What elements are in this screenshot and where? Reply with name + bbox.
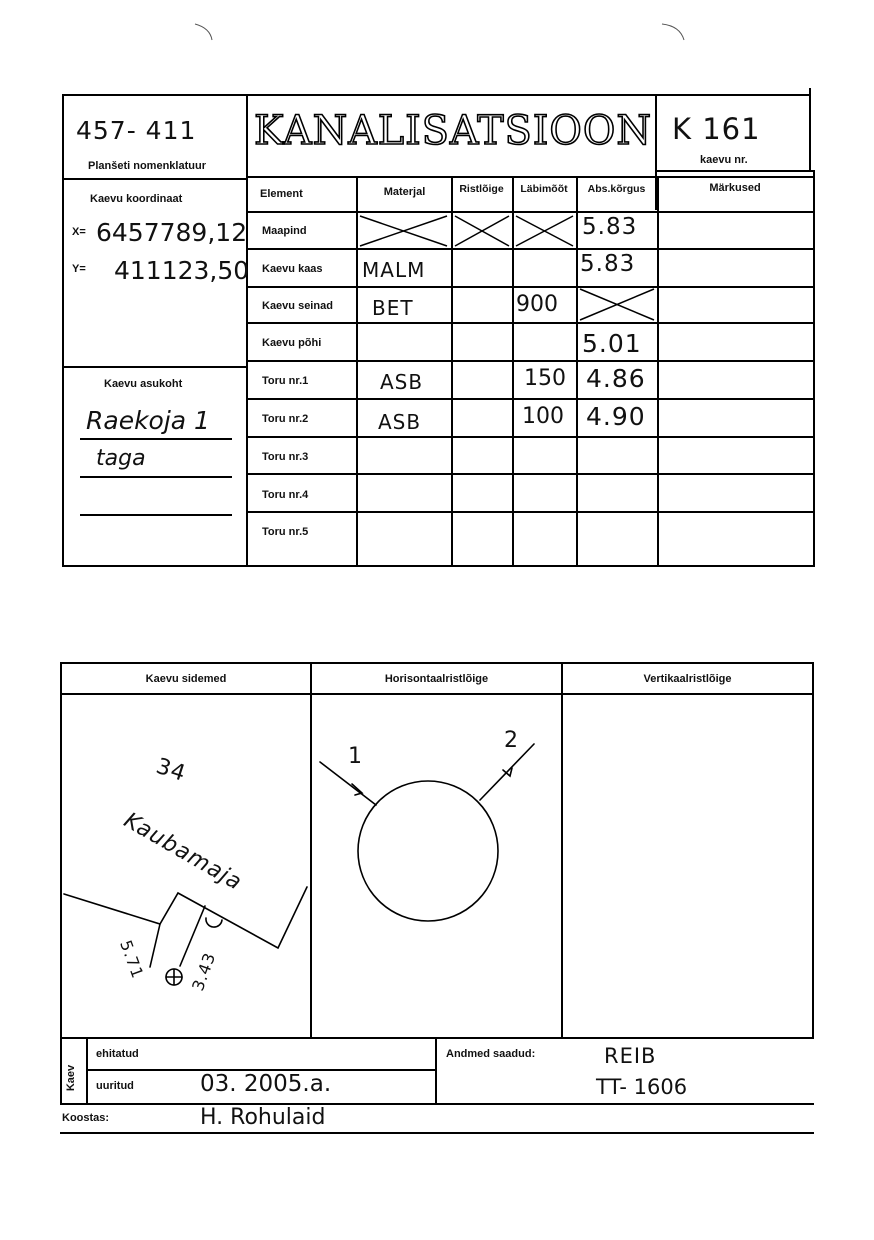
abs-height-value: 5.83 [580, 251, 636, 277]
author-value: H. Rohulaid [200, 1105, 326, 1130]
side-label: Kaev [65, 1064, 78, 1092]
location-line-2: taga [96, 446, 146, 471]
col-header-element: Element [260, 188, 303, 200]
col-header-material: Materjal [383, 186, 426, 198]
well-number-value: K 161 [672, 112, 761, 146]
y-coordinate: 411123,50 [114, 256, 250, 285]
well-number-label: kaevu nr. [700, 154, 748, 166]
author-label: Koostas: [62, 1112, 110, 1124]
row-label: Kaevu seinad [262, 300, 333, 312]
links-header: Kaevu sidemed [145, 673, 227, 685]
data-source-value-2: TT- 1606 [596, 1075, 688, 1099]
street-name: Kaubamaja [119, 808, 247, 896]
row-label: Toru nr.5 [262, 526, 309, 538]
coordinates-label: Kaevu koordinaat [90, 193, 183, 205]
col-header-abs-height: Abs.kõrgus [587, 183, 646, 195]
row-label: Toru nr.4 [262, 489, 309, 501]
x-prefix: X= [72, 226, 86, 238]
x-coordinate: 6457789,12 [96, 218, 248, 247]
col-header-diameter: Läbimõõt [520, 183, 568, 195]
diameter-value: 100 [522, 404, 564, 429]
row-label: Toru nr.2 [262, 413, 309, 425]
vertical-section-header: Vertikaalristlõige [643, 673, 732, 685]
data-source-value-1: REIB [604, 1044, 657, 1068]
material-value: BET [372, 296, 414, 320]
diameter-value: 150 [524, 366, 566, 391]
row-label: Toru nr.3 [262, 451, 309, 463]
material-value: ASB [380, 370, 424, 394]
pipe-2-label: 2 [504, 728, 519, 753]
pipe-1-label: 1 [348, 744, 363, 769]
material-value: ASB [378, 410, 422, 434]
distance-2: 3.43 [188, 949, 220, 994]
surveyed-label: uuritud [96, 1080, 134, 1092]
abs-height-value: 5.01 [582, 329, 642, 358]
location-line-1: Raekoja 1 [86, 406, 210, 435]
abs-height-value: 4.90 [586, 402, 646, 431]
row-label: Kaevu põhi [262, 337, 322, 349]
sheet-value: 457- 411 [76, 116, 197, 145]
row-label: Maapind [262, 225, 307, 237]
y-prefix: Y= [72, 263, 86, 275]
horizontal-section-header: Horisontaalristlõige [384, 673, 489, 685]
material-value: MALM [362, 258, 426, 282]
data-source-label: Andmed saadud: [446, 1048, 536, 1060]
col-header-cross-section: Ristlõige [459, 183, 504, 195]
page-title: KANALISATSIOON [254, 108, 652, 154]
diameter-value: 900 [516, 292, 558, 317]
row-label: Toru nr.1 [262, 375, 309, 387]
col-header-remarks: Märkused [709, 182, 761, 194]
surveyed-value: 03. 2005.a. [200, 1071, 332, 1097]
built-label: ehitatud [96, 1048, 139, 1060]
abs-height-value: 4.86 [586, 364, 646, 393]
location-label: Kaevu asukoht [104, 378, 183, 390]
abs-height-value: 5.83 [582, 214, 638, 240]
distance-1: 5.71 [116, 937, 148, 982]
house-number: 34 [152, 753, 190, 788]
row-label: Kaevu kaas [262, 263, 323, 275]
sheet-label: Planšeti nomenklatuur [88, 160, 206, 172]
